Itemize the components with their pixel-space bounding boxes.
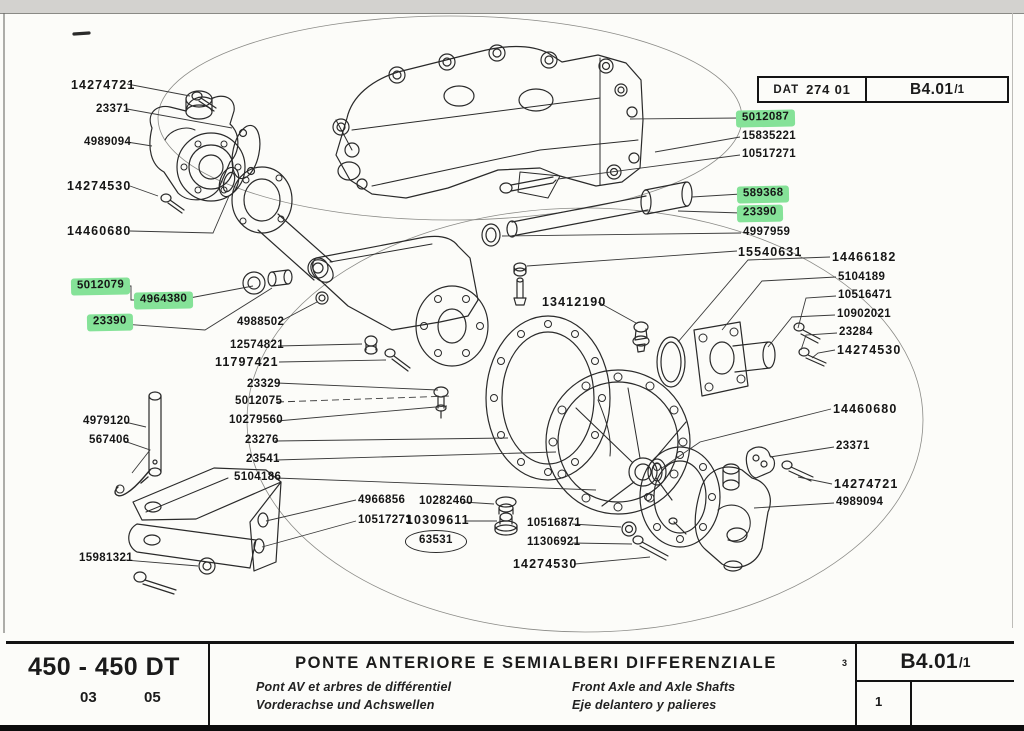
part-label: 10902021 [837,308,891,320]
divider [910,682,912,725]
part-label: 10517271 [742,148,796,160]
part-label: 23371 [96,103,130,115]
part-label: 4979120 [83,415,131,427]
part-label: 11306921 [527,536,581,548]
part-label: 4989094 [836,496,884,508]
part-label: 23276 [245,434,279,446]
part-label: 4989094 [84,136,132,148]
part-label: 10516871 [527,517,581,529]
part-label: 11797421 [215,355,279,369]
part-label: 13412190 [542,295,607,309]
title-block [6,641,1014,725]
sheet-code-suffix: /1 [954,83,964,96]
part-label: 10517271 [358,514,412,526]
part-label: 5012075 [235,395,283,407]
part-label: 14274721 [71,78,136,92]
part-label: 23541 [246,453,280,465]
part-label: 15540631 [738,245,803,259]
part-label: 10279560 [229,414,283,426]
model-name: 450 - 450 DT [28,653,180,681]
revision-box [757,76,1009,103]
part-label: 4966856 [358,494,406,506]
page-title: PONTE ANTERIORE E SEMIALBERI DIFFERENZIALE [295,654,777,672]
part-label: 4988502 [237,316,285,328]
scan-bottom-edge [0,725,1024,731]
part-label: 5104189 [838,271,886,283]
dat-number: 274 01 [806,82,851,97]
part-label: 14460680 [833,402,898,416]
part-label: 5012087 [736,109,796,127]
subtitle-spanish: Eje delantero y palieres [572,698,717,712]
dat-cell [759,78,867,101]
part-label: 10309611 [406,513,470,527]
note-mark: 3 [842,658,848,668]
part-label: 4964380 [134,291,194,309]
page-number: 1 [875,694,883,709]
part-label: 4997959 [743,226,791,238]
sheet-code: B4.01 [910,80,954,98]
sheet-cell [855,644,1014,725]
part-label: 589368 [737,185,790,203]
part-label: 567406 [89,434,130,446]
part-label: 12574821 [230,339,284,351]
part-label: 14274721 [834,477,899,491]
sheet-code-suffix: /1 [958,654,971,670]
part-label: 5104186 [234,471,282,483]
subtitle-french: Pont AV et arbres de différentiel [256,680,452,694]
model-cell [6,644,208,725]
subtitle-german: Vorderachse und Achswellen [256,698,435,712]
part-label: 23329 [247,378,281,390]
part-label: 14274530 [513,557,578,571]
model-code-right: 05 [144,689,161,706]
part-label: 15835221 [742,130,796,142]
subtitle-english: Front Axle and Axle Shafts [572,680,736,694]
part-label: 14274530 [837,343,902,357]
part-label: 23284 [839,326,873,338]
part-label: 23371 [836,440,870,452]
part-label: 14460680 [67,224,132,238]
part-label: 10282460 [419,495,473,507]
part-label: 5012079 [71,277,131,295]
divider [208,644,210,725]
part-label: 10516471 [838,289,892,301]
dat-label: DAT [773,83,800,96]
sheet-code-cell [857,644,1014,682]
part-label: 23390 [87,314,133,331]
part-label: 14466182 [832,250,897,264]
model-code-left: 03 [80,689,97,706]
sheet-code-cell [867,78,1007,101]
part-label: 14274530 [67,179,132,193]
part-label: 63531 [405,530,467,553]
sheet-code: B4.01 [900,650,958,673]
part-label: 23390 [737,205,783,222]
part-label: 15981321 [79,552,133,564]
